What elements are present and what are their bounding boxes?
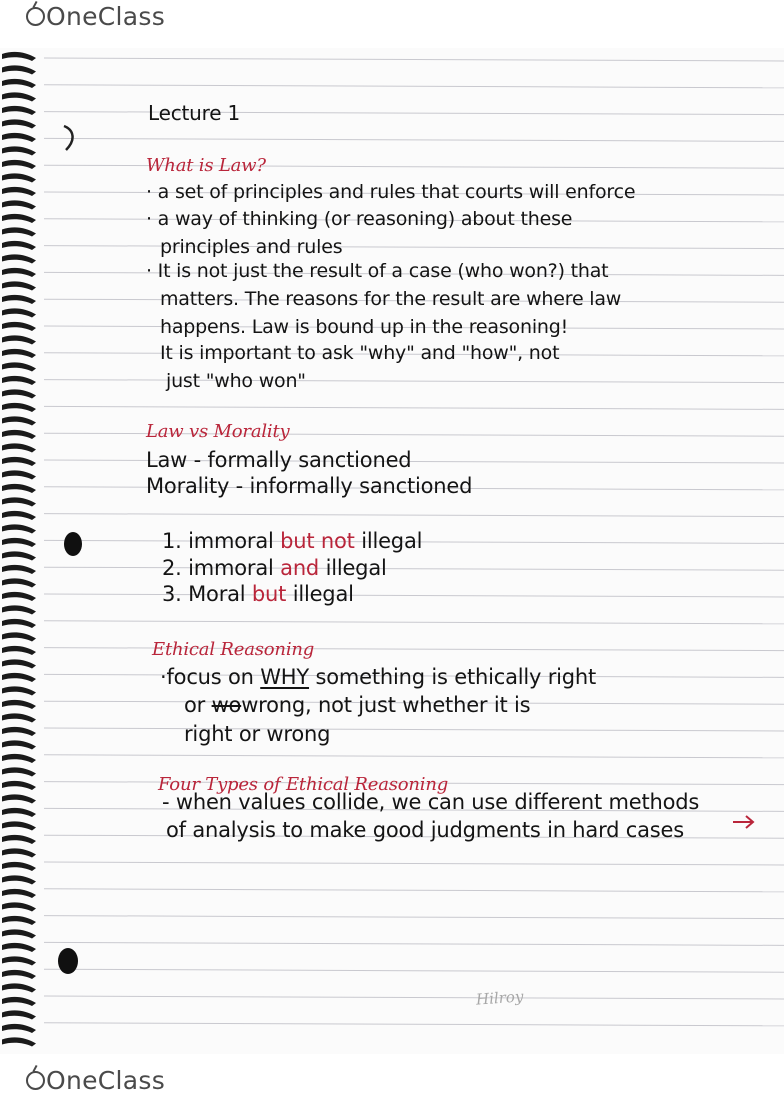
spiral-coil-icon xyxy=(2,349,36,358)
spiral-coil-icon xyxy=(2,794,36,803)
note-line: happens. Law is bound up in the reasoning! xyxy=(160,316,569,338)
spiral-coil-icon xyxy=(2,983,36,992)
spiral-coil-icon xyxy=(2,146,36,155)
spiral-coil-icon xyxy=(2,619,36,628)
note-line: of analysis to make good judgments in hard cases xyxy=(166,818,684,842)
spiral-coil-icon xyxy=(2,700,36,709)
note-line: matters. The reasons for the result are where law xyxy=(160,288,622,310)
list-term: immoral xyxy=(188,529,274,553)
spiral-coil-icon xyxy=(2,470,36,479)
rule-line xyxy=(44,138,784,141)
notebook-page xyxy=(0,48,784,1054)
punch-hole-icon xyxy=(58,948,78,974)
note-text: or xyxy=(184,693,206,717)
note-line: · a way of thinking (or reasoning) about these xyxy=(146,208,573,230)
spiral-coil-icon xyxy=(2,875,36,884)
rule-line xyxy=(44,594,784,597)
rule-line xyxy=(44,728,784,731)
note-line: Morality - informally sanctioned xyxy=(146,474,473,498)
logo-icon xyxy=(26,1071,45,1090)
rule-line xyxy=(44,246,784,249)
spiral-coil-icon xyxy=(2,1010,36,1019)
spiral-coil-icon xyxy=(2,889,36,898)
spiral-coil-icon xyxy=(2,52,36,61)
spiral-coil-icon xyxy=(2,808,36,817)
rule-line xyxy=(44,85,784,88)
spiral-coil-icon xyxy=(2,767,36,776)
list-term: illegal xyxy=(325,556,387,580)
punch-hole-icon xyxy=(64,532,82,556)
spiral-coil-icon xyxy=(2,916,36,925)
spiral-coil-icon xyxy=(2,376,36,385)
rule-line xyxy=(44,567,784,570)
note-line: principles and rules xyxy=(160,236,343,258)
spiral-coil-icon xyxy=(2,754,36,763)
spiral-coil-icon xyxy=(2,821,36,830)
note-line: · It is not just the result of a case (who won?) that xyxy=(146,260,609,282)
lecture-title: Lecture 1 xyxy=(148,101,240,125)
spiral-coil-icon xyxy=(2,200,36,209)
spiral-coil-icon xyxy=(2,1024,36,1033)
spiral-coil-icon xyxy=(2,227,36,236)
spiral-coil-icon xyxy=(2,160,36,169)
logo-icon xyxy=(26,7,45,26)
spiral-coil-icon xyxy=(2,268,36,277)
note-text: wrong, not just whether it is xyxy=(241,693,531,717)
bracket-mark-icon xyxy=(60,124,84,154)
rule-line xyxy=(44,969,784,972)
list-term: illegal xyxy=(292,582,354,606)
hilroy-watermark: Hilroy xyxy=(475,987,524,1009)
spiral-coil-icon xyxy=(2,65,36,74)
spiral-coil-icon xyxy=(2,295,36,304)
spiral-coil-icon xyxy=(2,997,36,1006)
rule-line xyxy=(44,621,784,624)
note-text: ·focus on xyxy=(160,665,254,689)
spiral-coil-icon xyxy=(2,646,36,655)
spiral-coil-icon xyxy=(2,119,36,128)
spiral-coil-icon xyxy=(2,403,36,412)
list-conjunction: but not xyxy=(280,529,355,553)
list-term: Moral xyxy=(188,582,246,606)
list-item xyxy=(162,529,422,553)
spiral-coil-icon xyxy=(2,173,36,182)
rule-line xyxy=(44,996,784,999)
spiral-coil-icon xyxy=(2,79,36,88)
spiral-coil-icon xyxy=(2,835,36,844)
spiral-coil-icon xyxy=(2,659,36,668)
list-number: 1. xyxy=(162,529,182,553)
list-conjunction: and xyxy=(280,556,320,580)
spiral-coil-icon xyxy=(2,457,36,466)
list-conjunction: but xyxy=(251,582,287,606)
rule-line xyxy=(44,514,784,517)
note-line: · a set of principles and rules that courts will enforce xyxy=(146,181,636,203)
spiral-coil-icon xyxy=(2,497,36,506)
note-line: It is important to ask "why" and "how", not xyxy=(160,342,560,364)
spiral-coil-icon xyxy=(2,592,36,601)
section-heading-ethical-reasoning: Ethical Reasoning xyxy=(152,639,315,660)
spiral-coil-icon xyxy=(2,389,36,398)
logo-text: OneClass xyxy=(46,2,166,31)
spiral-coil-icon xyxy=(2,551,36,560)
spiral-coil-icon xyxy=(2,727,36,736)
spiral-coil-icon xyxy=(2,1037,36,1046)
spiral-coil-icon xyxy=(2,416,36,425)
list-term: illegal xyxy=(361,529,423,553)
spiral-coil-icon xyxy=(2,187,36,196)
rule-line xyxy=(44,406,784,409)
spiral-coil-icon xyxy=(2,362,36,371)
emphasis-text: WHY xyxy=(260,665,310,689)
list-term: immoral xyxy=(188,556,274,580)
spiral-coil-icon xyxy=(2,133,36,142)
spiral-coil-icon xyxy=(2,538,36,547)
struck-text: wo xyxy=(211,693,242,717)
spiral-coil-icon xyxy=(2,92,36,101)
spiral-coil-icon xyxy=(2,605,36,614)
spiral-coil-icon xyxy=(2,929,36,938)
rule-line xyxy=(44,58,784,61)
spiral-coil-icon xyxy=(2,214,36,223)
spiral-coil-icon xyxy=(2,848,36,857)
spiral-coil-icon xyxy=(2,308,36,317)
spiral-coil-icon xyxy=(2,673,36,682)
note-line: - when values collide, we can use different methods xyxy=(162,790,700,814)
rule-line xyxy=(44,942,784,945)
spiral-coil-icon xyxy=(2,781,36,790)
section-heading-law-vs-morality: Law vs Morality xyxy=(146,421,290,442)
spiral-coil-icon xyxy=(2,281,36,290)
rule-line xyxy=(44,380,784,383)
spiral-coil-icon xyxy=(2,943,36,952)
list-item xyxy=(162,582,354,606)
spiral-binding xyxy=(0,48,48,1054)
rule-line xyxy=(44,889,784,892)
spiral-coil-icon xyxy=(2,335,36,344)
rule-line xyxy=(44,862,784,865)
spiral-coil-icon xyxy=(2,106,36,115)
list-item xyxy=(162,556,387,580)
note-line: right or wrong xyxy=(184,722,331,746)
spiral-coil-icon xyxy=(2,443,36,452)
continued-arrow-icon xyxy=(732,814,756,830)
note-line xyxy=(160,665,596,689)
spiral-coil-icon xyxy=(2,430,36,439)
spiral-coil-icon xyxy=(2,902,36,911)
note-text: something is ethically right xyxy=(315,665,597,689)
spiral-coil-icon xyxy=(2,524,36,533)
list-number: 3. xyxy=(162,582,182,606)
spiral-coil-icon xyxy=(2,970,36,979)
spiral-coil-icon xyxy=(2,241,36,250)
oneclass-logo-top[interactable] xyxy=(26,2,165,31)
oneclass-logo-bottom[interactable] xyxy=(26,1066,165,1094)
spiral-coil-icon xyxy=(2,956,36,965)
spiral-coil-icon xyxy=(2,484,36,493)
logo-text: OneClass xyxy=(46,1066,166,1094)
note-line: Law - formally sanctioned xyxy=(146,448,412,472)
spiral-coil-icon xyxy=(2,565,36,574)
note-line: just "who won" xyxy=(166,370,306,392)
rule-line xyxy=(44,916,784,919)
rule-line xyxy=(44,1023,784,1026)
rule-line xyxy=(44,755,784,758)
spiral-coil-icon xyxy=(2,322,36,331)
section-heading-four-types: Four Types of Ethical Reasoning xyxy=(158,774,449,795)
spiral-coil-icon xyxy=(2,578,36,587)
spiral-coil-icon xyxy=(2,632,36,641)
spiral-coil-icon xyxy=(2,740,36,749)
list-number: 2. xyxy=(162,556,182,580)
spiral-coil-icon xyxy=(2,686,36,695)
spiral-coil-icon xyxy=(2,511,36,520)
section-heading-what-is-law: What is Law? xyxy=(146,155,266,176)
spiral-coil-icon xyxy=(2,862,36,871)
spiral-coil-icon xyxy=(2,254,36,263)
spiral-coil-icon xyxy=(2,713,36,722)
note-line xyxy=(184,693,530,717)
